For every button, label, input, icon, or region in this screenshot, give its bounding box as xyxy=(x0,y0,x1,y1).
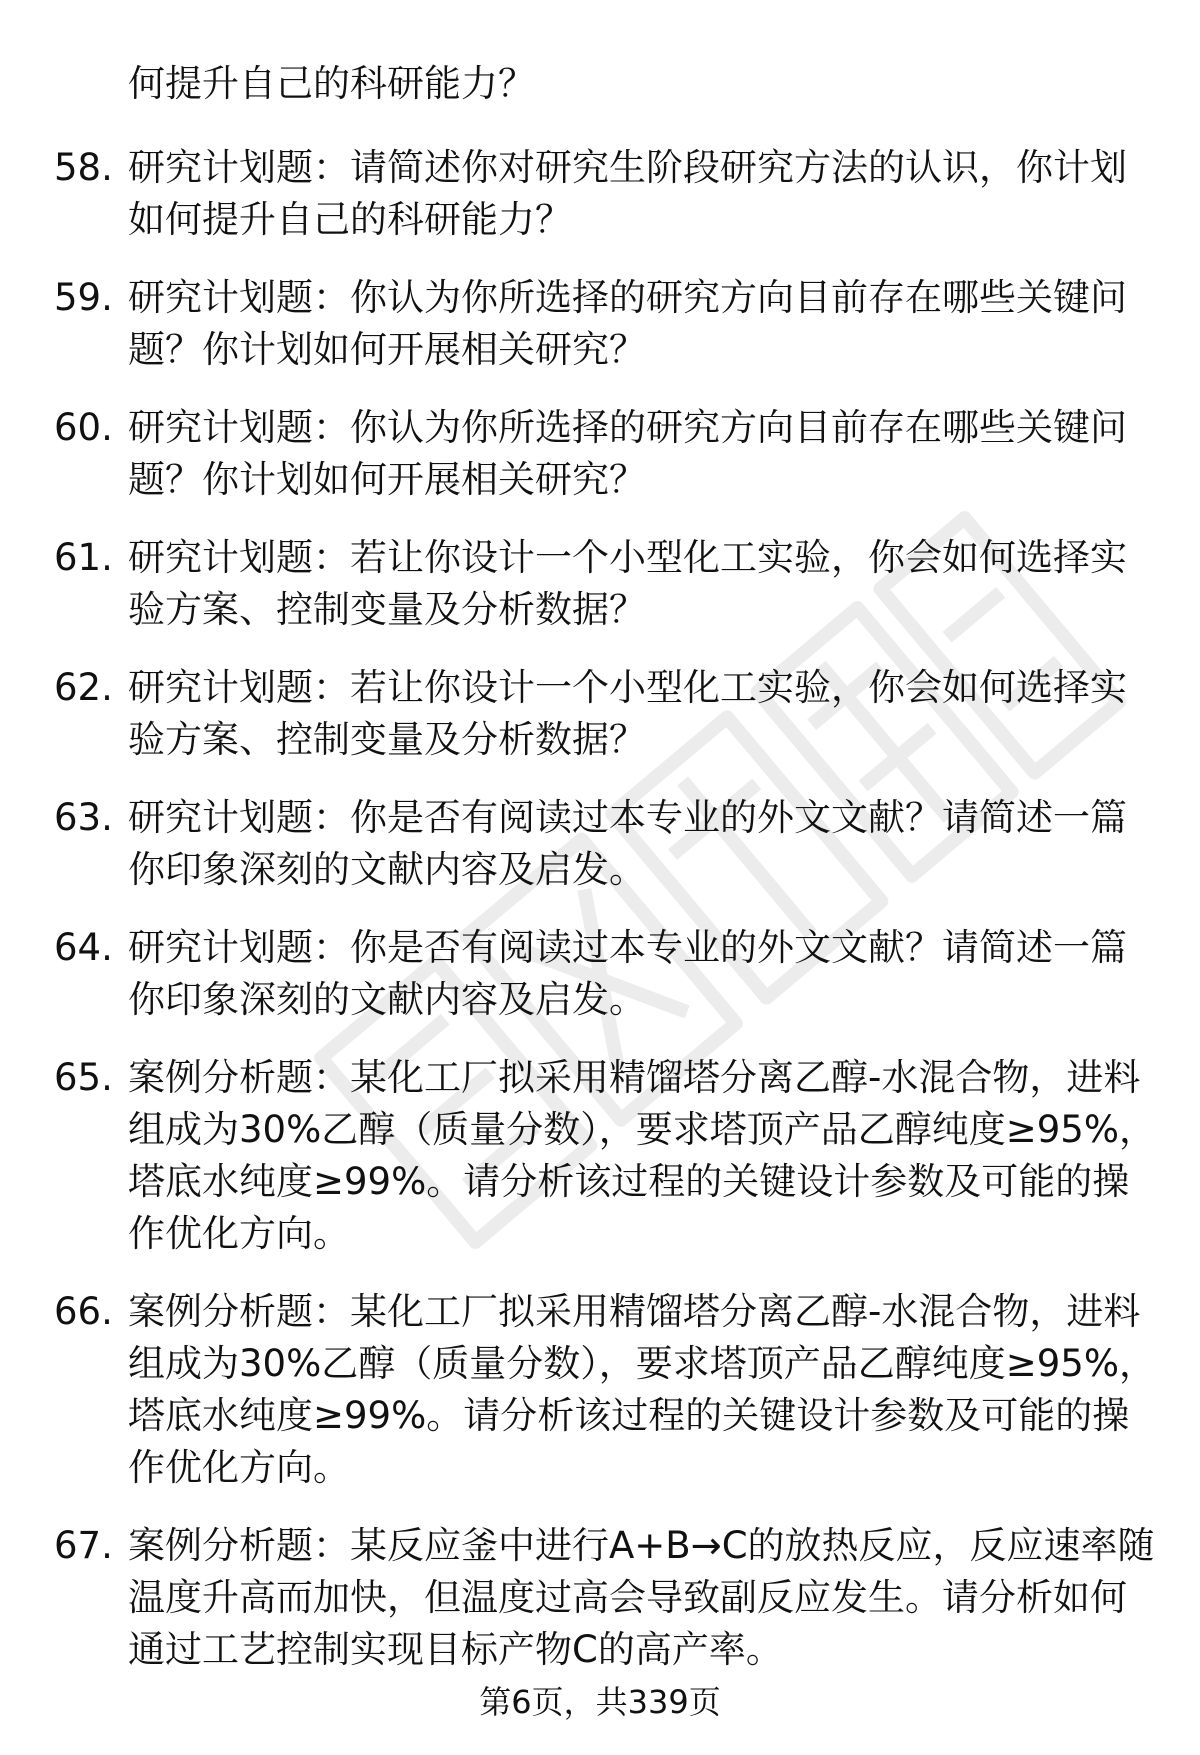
question-number: 61. xyxy=(54,536,113,579)
question-item xyxy=(0,662,1200,766)
question-number: 60. xyxy=(54,406,113,449)
question-item xyxy=(0,922,1200,1026)
question-list xyxy=(0,142,1200,1702)
question-item xyxy=(0,402,1200,506)
question-text: 研究计划题：你是否有阅读过本专业的外文文献？请简述一篇你印象深刻的文献内容及启发。 xyxy=(128,796,1127,891)
question-text: 研究计划题：若让你设计一个小型化工实验，你会如何选择实验方案、控制变量及分析数据？ xyxy=(128,536,1127,631)
question-text: 研究计划题：你认为你所选择的研究方向目前存在哪些关键问题？你计划如何开展相关研究？ xyxy=(128,276,1127,371)
question-item xyxy=(0,1286,1200,1494)
question-item xyxy=(0,1520,1200,1676)
continued-question-text: 何提升自己的科研能力？ xyxy=(128,62,535,105)
question-number: 64. xyxy=(54,926,113,969)
question-item xyxy=(0,532,1200,636)
question-text: 案例分析题：某化工厂拟采用精馏塔分离乙醇-水混合物，进料组成为30%乙醇（质量分数），要求塔顶产品乙醇纯度≥95%，塔底水纯度≥99%。请分析该过程的关键设计参数及可能的操作优化方向。 xyxy=(128,1056,1156,1255)
question-item xyxy=(0,1052,1200,1260)
question-text: 案例分析题：某化工厂拟采用精馏塔分离乙醇-水混合物，进料组成为30%乙醇（质量分数），要求塔顶产品乙醇纯度≥95%，塔底水纯度≥99%。请分析该过程的关键设计参数及可能的操作优化方向。 xyxy=(128,1290,1156,1489)
question-item xyxy=(0,792,1200,896)
question-text: 研究计划题：你是否有阅读过本专业的外文文献？请简述一篇你印象深刻的文献内容及启发。 xyxy=(128,926,1127,1021)
question-number: 63. xyxy=(54,796,113,839)
question-text: 研究计划题：若让你设计一个小型化工实验，你会如何选择实验方案、控制变量及分析数据？ xyxy=(128,666,1127,761)
question-item xyxy=(0,142,1200,246)
question-text: 案例分析题：某反应釜中进行A+B→C的放热反应，反应速率随温度升高而加快，但温度过高会导致副反应发生。请分析如何通过工艺控制实现目标产物C的高产率。 xyxy=(128,1524,1155,1671)
question-number: 67. xyxy=(54,1524,113,1567)
question-item xyxy=(0,272,1200,376)
page-footer: 第6页，共339页 xyxy=(479,1683,721,1721)
question-number: 66. xyxy=(54,1290,113,1333)
question-number: 62. xyxy=(54,666,113,709)
question-text: 研究计划题：你认为你所选择的研究方向目前存在哪些关键问题？你计划如何开展相关研究？ xyxy=(128,406,1127,501)
question-number: 65. xyxy=(54,1056,113,1099)
question-text: 研究计划题：请简述你对研究生阶段研究方法的认识，你计划如何提升自己的科研能力？ xyxy=(128,146,1127,241)
question-number: 58. xyxy=(54,146,113,189)
question-number: 59. xyxy=(54,276,113,319)
